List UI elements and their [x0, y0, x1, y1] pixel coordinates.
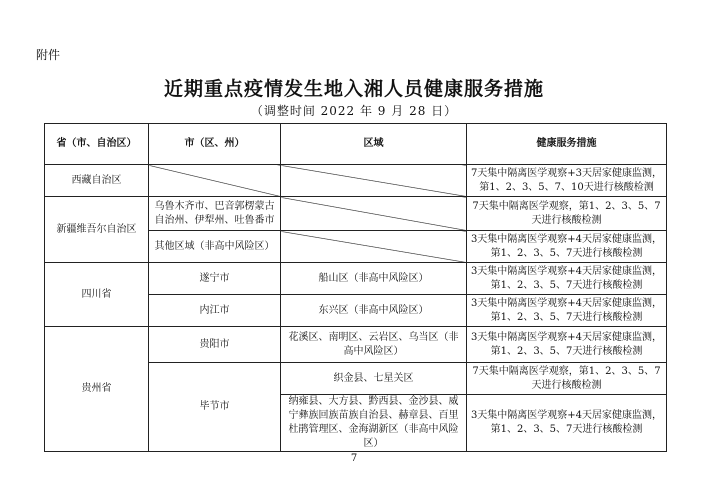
measure-cell-bijie-1: 7天集中隔离医学观察，第1、2、3、5、7天进行核酸检测 [467, 363, 667, 395]
attachment-label: 附件 [36, 48, 61, 62]
city-cell-xinjiang-list: 乌鲁木齐市、巴音郭楞蒙古自治州、伊犁州、吐鲁番市 [149, 197, 281, 231]
area-cell-bijie-2: 纳雍县、大方县、黔西县、金沙县、威宁彝族回族苗族自治县、赫章县、百里杜鹃管理区、金海湖新区（非高中风险区） [281, 395, 467, 452]
city-cell-xinjiang-other: 其他区域（非高中风险区） [149, 231, 281, 263]
table-header-row [45, 124, 667, 165]
health-measures-table [44, 123, 667, 452]
page-number: 7 [350, 453, 358, 464]
header-city: 市（区、州） [149, 124, 281, 165]
city-cell-guiyang: 贵阳市 [149, 327, 281, 363]
table-row [45, 165, 667, 197]
header-province: 省（市、自治区） [45, 124, 149, 165]
table-row [45, 263, 667, 295]
province-cell-guizhou: 贵州省 [45, 327, 149, 452]
header-measures: 健康服务措施 [467, 124, 667, 165]
empty-diagonal-cell [149, 165, 281, 197]
measure-cell-tibet: 7天集中隔离医学观察+3天居家健康监测，第1、2、3、5、7、10天进行核酸检测 [467, 165, 667, 197]
province-cell-xinjiang: 新疆维吾尔自治区 [45, 197, 149, 263]
city-cell-neijiang: 内江市 [149, 295, 281, 327]
measure-cell-bijie-2: 3天集中隔离医学观察+4天居家健康监测，第1、2、3、5、7天进行核酸检测 [467, 395, 667, 452]
page-title: 近期重点疫情发生地入湘人员健康服务措施 [163, 78, 544, 100]
measure-cell-suining: 3天集中隔离医学观察+4天居家健康监测，第1、2、3、5、7天进行核酸检测 [467, 263, 667, 295]
empty-diagonal-cell [281, 197, 467, 231]
area-cell-guiyang: 花溪区、南明区、云岩区、乌当区（非高中风险区） [281, 327, 467, 363]
province-cell-sichuan: 四川省 [45, 263, 149, 327]
city-cell-bijie: 毕节市 [149, 363, 281, 452]
page-subtitle: （调整时间 2022 年 9 月 28 日） [250, 104, 458, 118]
province-cell-tibet: 西藏自治区 [45, 165, 149, 197]
area-cell-neijiang: 东兴区（非高中风险区） [281, 295, 467, 327]
measure-cell-guiyang: 3天集中隔离医学观察+4天居家健康监测，第1、2、3、5、7天进行核酸检测 [467, 327, 667, 363]
table-row [45, 197, 667, 231]
measure-cell-xinjiang-list: 7天集中隔离医学观察，第1、2、3、5、7天进行核酸检测 [467, 197, 667, 231]
header-area: 区域 [281, 124, 467, 165]
empty-diagonal-cell [281, 165, 467, 197]
measure-cell-neijiang: 3天集中隔离医学观察+4天居家健康监测，第1、2、3、5、7天进行核酸检测 [467, 295, 667, 327]
empty-diagonal-cell [281, 231, 467, 263]
area-cell-bijie-1: 织金县、七星关区 [281, 363, 467, 395]
table-row [45, 327, 667, 363]
city-cell-suining: 遂宁市 [149, 263, 281, 295]
measure-cell-xinjiang-other: 3天集中隔离医学观察+4天居家健康监测，第1、2、3、5、7天进行核酸检测 [467, 231, 667, 263]
area-cell-suining: 船山区（非高中风险区） [281, 263, 467, 295]
